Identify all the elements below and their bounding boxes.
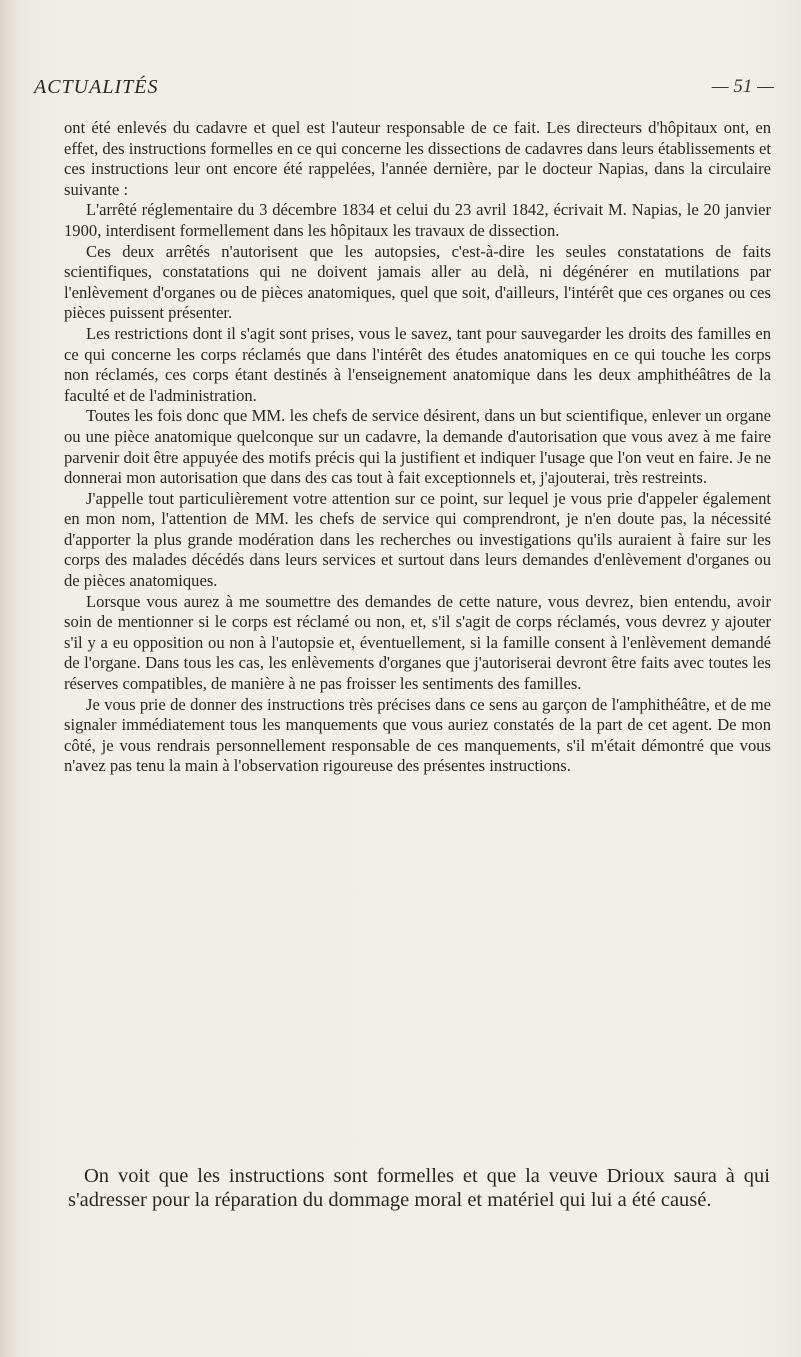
paragraph-1: ont été enlevés du cadavre et quel est l'auteur responsable de ce fait. Les directeurs d'hôpitaux ont, en effet, des instructions formelles en ce qui concerne les dissections de cadavres dans leurs établissements et ces instructions leur ont encore été rappelées, l'année dernière, par le docteur Napias, dans la circulaire suivante : (64, 118, 771, 199)
paragraph-4: Les restrictions dont il s'agit sont prises, vous le savez, tant pour sauvegarder les droits des familles en ce qui concerne les corps réclamés que dans l'intérêt des études anatomiques en ce qui touche les corps non réclamés, ces corps étant destinés à l'enseignement anatomique dans les deux amphithéâtres de la faculté et de l'administration. (64, 323, 771, 405)
paragraph-8: Je vous prie de donner des instructions très précises dans ce sens au garçon de l'amphithéâtre, et de me signaler immédiatement tous les manquements que vous auriez constatés de la part de cet agent. De mon côté, je vous rendrais personnellement responsable de ces manquements, s'il m'était démontré que vous n'avez pas tenu la main à l'observation rigoureuse des présentes instructions. (64, 694, 771, 776)
paragraph-2: L'arrêté réglementaire du 3 décembre 1834 et celui du 23 avril 1842, écrivait M. Napias, le 20 janvier 1900, interdisent formellement dans les hôpitaux les travaux de dissection. (64, 200, 771, 240)
paragraph-3: Ces deux arrêtés n'autorisent que les autopsies, c'est-à-dire les seules constatations de faits scientifiques, constatations qui ne doivent jamais aller au delà, ni dégénérer en mutilations par l'enlèvement d'organes ou de pièces anatomiques, quel que soit, d'ailleurs, l'intérêt que ces organes ou ces pièces puissent présenter. (64, 241, 771, 323)
conclusion-paragraph: On voit que les instructions sont formelles et que la veuve Drioux saura à qui s'adresser pour la réparation du dommage moral et matériel qui lui a été causé. (68, 1165, 770, 1211)
page-header (34, 76, 774, 102)
conclusion-block (68, 1164, 770, 1212)
paragraph-5: Toutes les fois donc que MM. les chefs de service désirent, dans un but scientifique, enlever un organe ou une pièce anatomique quelconque sur un cadavre, la demande d'autorisation que vous avez à me faire parvenir doit être appuyée des motifs précis qui la justifient et indiquer l'usage que l'on veut en faire. Je ne donnerai mon autorisation que dans des cas tout à fait exceptionnels et, j'ajouterai, très restreints. (64, 406, 771, 488)
page-number: — 51 — (711, 76, 774, 97)
article-body (64, 118, 771, 777)
paragraph-7: Lorsque vous aurez à me soumettre des demandes de cette nature, vous devrez, bien entendu, avoir soin de mentionner si le corps est réclamé ou non, et, s'il s'agit de corps réclamés, vous devrez y ajouter s'il y a eu opposition ou non à l'autopsie et, éventuellement, si la famille consent à l'enlèvement demandé de l'organe. Dans tous les cas, les enlèvements d'organes que j'autoriserai devront être faits avec toutes les réserves compatibles, de manière à ne pas froisser les sentiments des familles. (64, 591, 771, 694)
running-title: ACTUALITÉS (34, 76, 159, 98)
paragraph-6: J'appelle tout particulièrement votre attention sur ce point, sur lequel je vous prie d'appeler également en mon nom, l'attention de MM. les chefs de service qui comprendront, je n'en doute pas, la nécessité d'apporter la plus grande modération dans les recherches ou investigations qu'ils auraient à faire sur les corps des malades décédés dans leurs services et surtout dans leurs demandes d'enlèvement d'organes ou de pièces anatomiques. (64, 488, 771, 591)
